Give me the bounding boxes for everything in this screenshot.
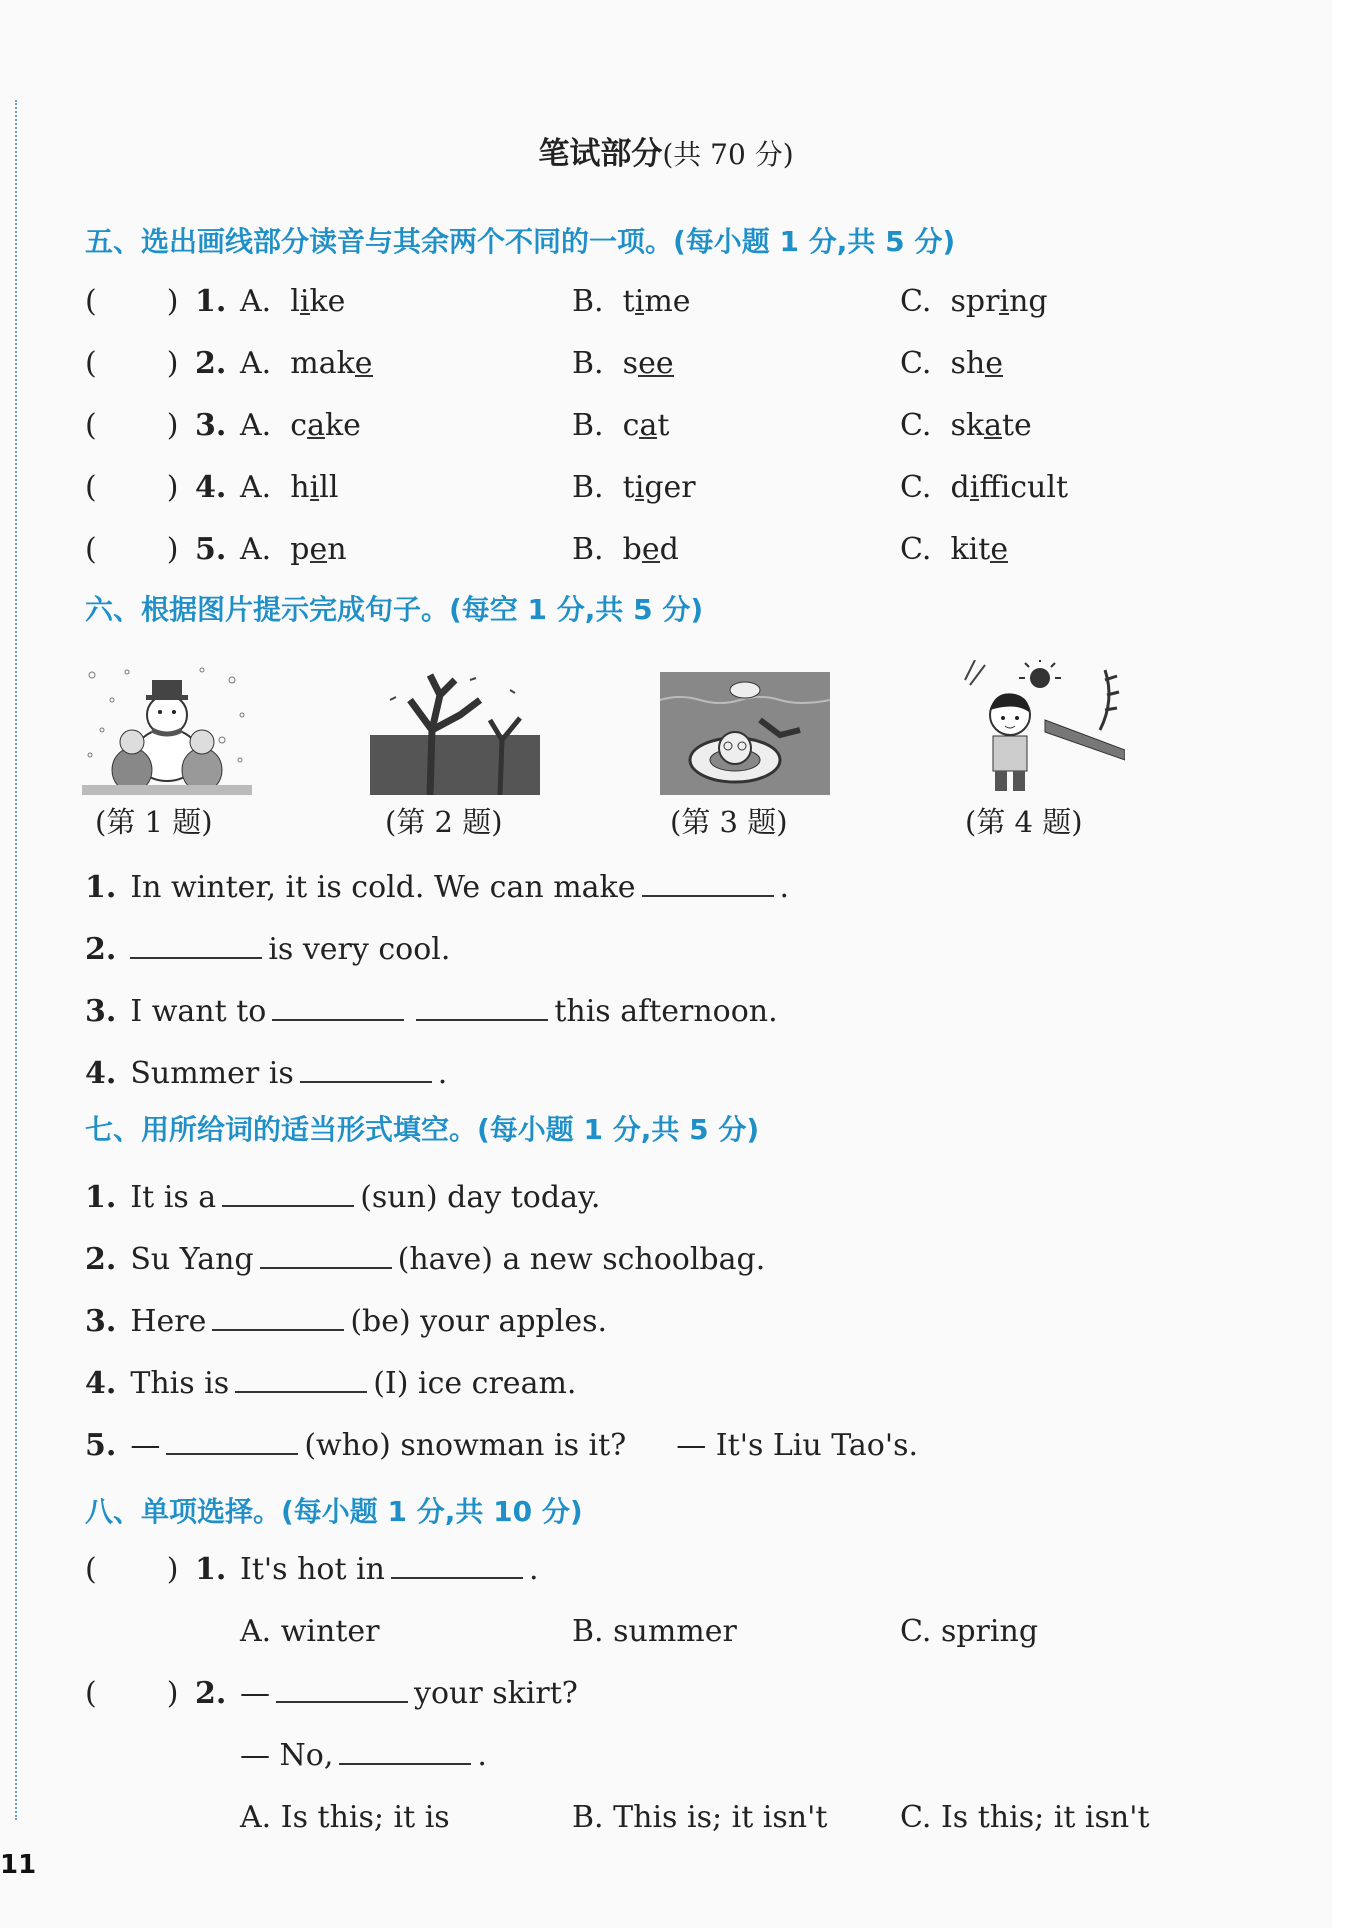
underlined-letters: ee bbox=[638, 346, 674, 381]
s6-sentence-3: 3. I want to this afternoon. bbox=[85, 994, 778, 1029]
s6-sentence-1: 1. In winter, it is cold. We can make . bbox=[85, 870, 790, 905]
underlined-letters: e bbox=[354, 346, 373, 381]
option-b[interactable]: B. tiger bbox=[572, 470, 696, 505]
section-7-heading: 七、用所给词的适当形式填空。(每小题 1 分,共 5 分) bbox=[85, 1113, 760, 1146]
option-b[interactable]: B. bed bbox=[572, 532, 679, 567]
underlined-letters: e bbox=[985, 346, 1003, 381]
s6-sentence-4: 4. Summer is . bbox=[85, 1056, 448, 1091]
s8-question-1: ( ) 1. It's hot in . bbox=[85, 1552, 539, 1587]
s5-question-3: ( ) 3. A. cake B. cat C. skate bbox=[85, 408, 1032, 443]
s7-sentence-1: 1. It is a (sun) day today. bbox=[85, 1180, 601, 1215]
caption-q4: (第 4 题) bbox=[965, 805, 1083, 839]
autumn-tree-picture bbox=[370, 660, 540, 795]
option-a[interactable]: A. like bbox=[240, 284, 346, 319]
underlined-letters: i bbox=[634, 470, 645, 505]
title-main: 笔试部分 bbox=[538, 136, 663, 172]
underlined-letters: i bbox=[309, 470, 320, 505]
underlined-letters: a bbox=[307, 408, 325, 443]
option-b[interactable]: B. This is; it isn't bbox=[572, 1800, 828, 1835]
answer-paren[interactable]: ( ) bbox=[85, 532, 179, 567]
title-sub: (共 70 分) bbox=[662, 138, 794, 171]
page-title bbox=[0, 128, 1332, 173]
s8-q2-line2: — No, . bbox=[240, 1738, 487, 1773]
s7-sentence-3: 3. Here (be) your apples. bbox=[85, 1304, 608, 1339]
answer-blank[interactable] bbox=[222, 1183, 354, 1207]
answer-blank[interactable] bbox=[130, 935, 262, 959]
option-b[interactable]: B. see bbox=[572, 346, 674, 381]
page-number: 11 bbox=[0, 1850, 37, 1880]
s8-question-2: ( ) 2. — your skirt? bbox=[85, 1676, 578, 1711]
answer-blank[interactable] bbox=[391, 1555, 523, 1579]
underlined-letters: i bbox=[299, 284, 310, 319]
underlined-letters: i bbox=[634, 284, 645, 319]
answer-blank[interactable] bbox=[642, 873, 774, 897]
s7-sentence-4: 4. This is (I) ice cream. bbox=[85, 1366, 577, 1401]
option-c[interactable]: C. skate bbox=[900, 408, 1032, 443]
option-a[interactable]: A. winter bbox=[240, 1614, 380, 1649]
answer-paren[interactable]: ( ) bbox=[85, 408, 179, 443]
answer-blank[interactable] bbox=[276, 1679, 408, 1703]
underlined-letters: e bbox=[309, 532, 328, 567]
s8-q2-options bbox=[85, 1800, 1285, 1840]
answer-blank[interactable] bbox=[260, 1245, 392, 1269]
swimming-picture bbox=[660, 660, 830, 795]
summer-boy-picture bbox=[955, 660, 1125, 795]
answer-paren[interactable]: ( ) bbox=[85, 284, 179, 319]
section-5-heading: 五、选出画线部分读音与其余两个不同的一项。(每小题 1 分,共 5 分) bbox=[85, 225, 956, 258]
option-a[interactable]: A. make bbox=[240, 346, 373, 381]
option-b[interactable]: B. summer bbox=[572, 1614, 737, 1649]
s5-question-4: ( ) 4. A. hill B. tiger C. difficult bbox=[85, 470, 1069, 505]
underlined-letters: e bbox=[990, 532, 1009, 567]
option-c[interactable]: C. spring bbox=[900, 284, 1048, 319]
answer-blank[interactable] bbox=[212, 1307, 344, 1331]
answer-paren[interactable]: ( ) bbox=[85, 346, 179, 381]
section-8-heading: 八、单项选择。(每小题 1 分,共 10 分) bbox=[85, 1495, 583, 1528]
caption-q3: (第 3 题) bbox=[670, 805, 788, 839]
answer-blank[interactable] bbox=[300, 1059, 432, 1083]
option-a[interactable]: A. pen bbox=[240, 532, 347, 567]
caption-q2: (第 2 题) bbox=[385, 805, 503, 839]
option-b[interactable]: B. cat bbox=[572, 408, 670, 443]
answer-paren[interactable]: ( ) bbox=[85, 1552, 179, 1587]
answer-paren[interactable]: ( ) bbox=[85, 470, 179, 505]
answer-blank[interactable] bbox=[235, 1369, 367, 1393]
caption-q1: (第 1 题) bbox=[95, 805, 213, 839]
s5-question-2: ( ) 2. A. make B. see C. she bbox=[85, 346, 1003, 381]
option-a[interactable]: A. cake bbox=[240, 408, 361, 443]
answer-blank[interactable] bbox=[272, 997, 404, 1021]
option-c[interactable]: C. kite bbox=[900, 532, 1009, 567]
underlined-letters: e bbox=[641, 532, 660, 567]
option-c[interactable]: C. difficult bbox=[900, 470, 1069, 505]
option-c[interactable]: C. Is this; it isn't bbox=[900, 1800, 1150, 1835]
option-a[interactable]: A. hill bbox=[240, 470, 339, 505]
underlined-letters: i bbox=[969, 470, 980, 505]
s7-sentence-2: 2. Su Yang (have) a new schoolbag. bbox=[85, 1242, 766, 1277]
option-a[interactable]: A. Is this; it is bbox=[240, 1800, 450, 1835]
underlined-letters: i bbox=[999, 284, 1010, 319]
answer-paren[interactable]: ( ) bbox=[85, 1676, 179, 1711]
underlined-letters: a bbox=[639, 408, 658, 443]
underlined-letters: a bbox=[984, 408, 1002, 443]
section-6-heading: 六、根据图片提示完成句子。(每空 1 分,共 5 分) bbox=[85, 593, 704, 626]
binding-dotted-line bbox=[15, 100, 17, 1820]
option-b[interactable]: B. time bbox=[572, 284, 691, 319]
s5-question-5: ( ) 5. A. pen B. bed C. kite bbox=[85, 532, 1009, 567]
answer-blank[interactable] bbox=[166, 1431, 298, 1455]
s7-sentence-5: 5. — (who) snowman is it? — It's Liu Tao's. bbox=[85, 1428, 919, 1463]
s6-sentence-2: 2. is very cool. bbox=[85, 932, 451, 967]
answer-blank[interactable] bbox=[416, 997, 548, 1021]
answer-blank[interactable] bbox=[339, 1741, 471, 1765]
s8-q1-options bbox=[85, 1614, 1285, 1654]
s5-question-1: ( ) 1. A. like B. time C. spring bbox=[85, 284, 1048, 319]
option-c[interactable]: C. spring bbox=[900, 1614, 1039, 1649]
option-c[interactable]: C. she bbox=[900, 346, 1003, 381]
snowman-picture bbox=[82, 660, 252, 795]
